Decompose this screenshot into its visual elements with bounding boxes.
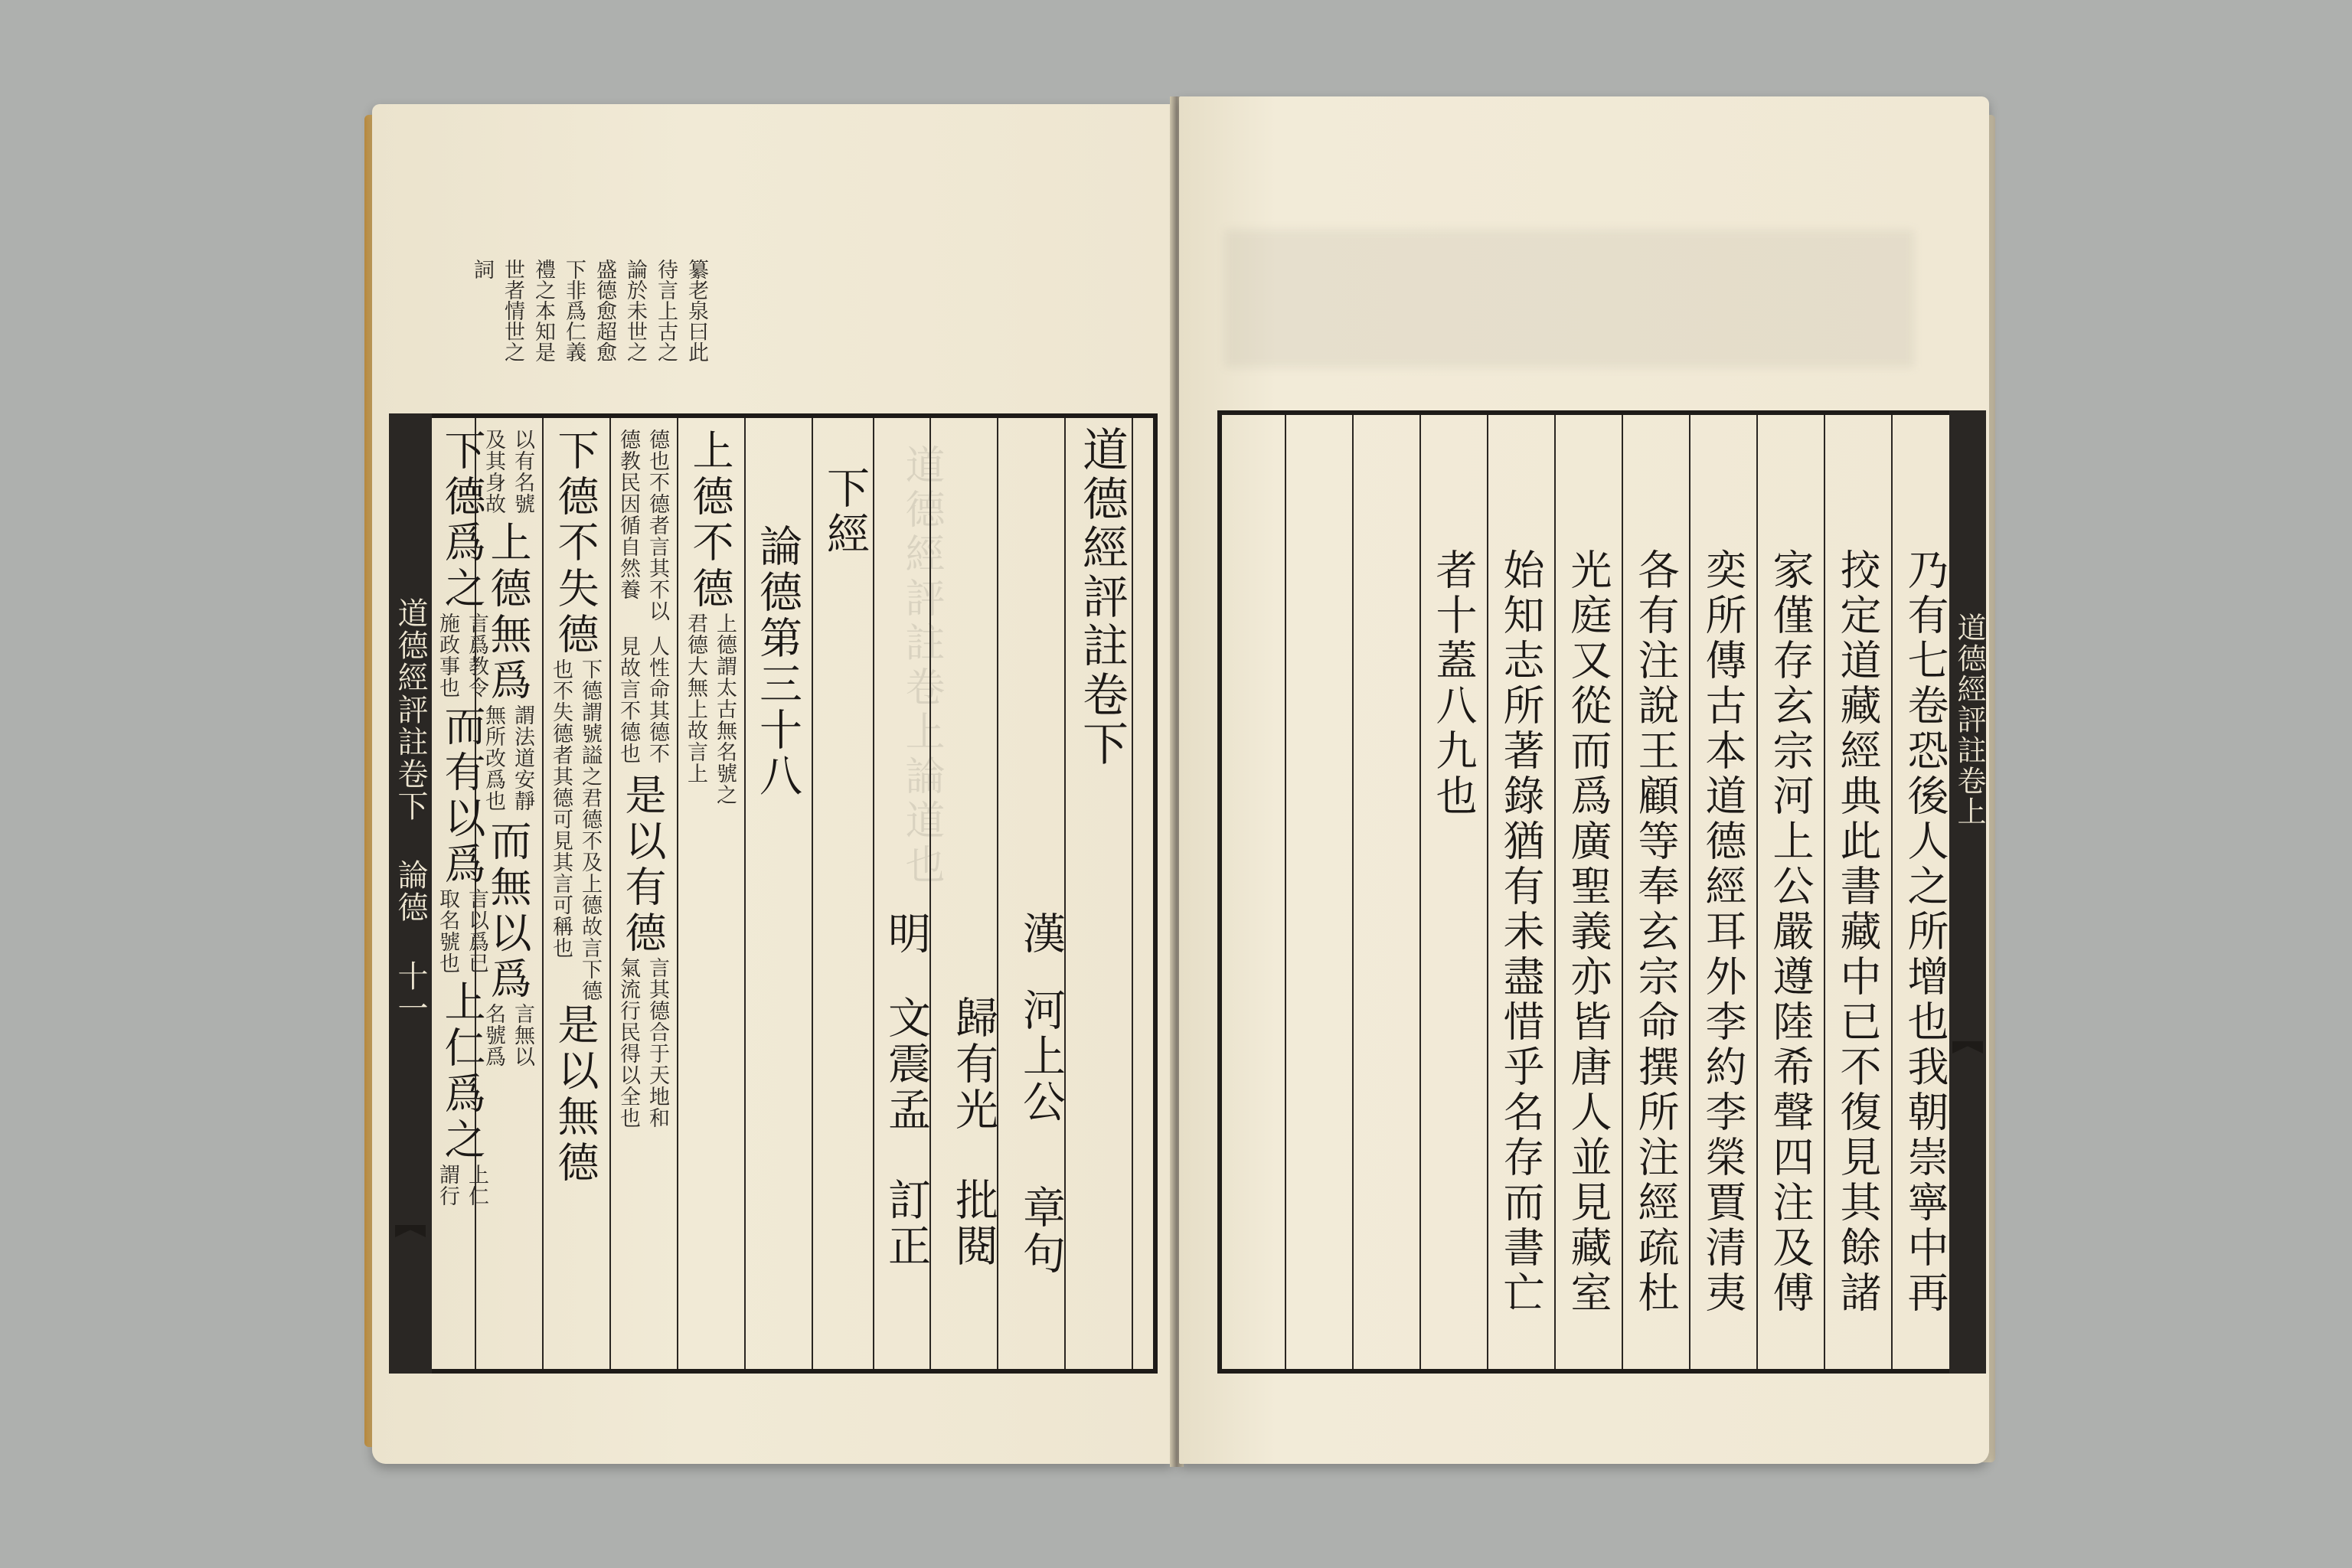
text-column: [542, 429, 608, 1363]
commentary-small: 上仁謂行: [436, 1164, 488, 1207]
commentary-small: 謂法道安靜無所改爲也: [482, 704, 534, 812]
right-text-column: 始知志所著錄猶有未盡惜乎名存而書亡: [1497, 548, 1545, 1316]
main-text-large: 是以無德: [551, 1003, 599, 1187]
commentary-small: 言爲教令施政事也: [436, 612, 488, 698]
commentary-small: 上德謂太古無名號之君德大無上故言上: [684, 612, 737, 805]
right-text-column: 各有注說王顧等奉玄宗命撰所注經疏杜: [1632, 548, 1680, 1316]
book-spread: 纂老泉曰此 待言上古之 論於未世之 盛德愈超愈 下非爲仁義 禮之本知是 世者情世之 詞 道德經評註卷上論道也 道德經評註卷下 漢 河上公 章句 歸有光 批閱 明 文震孟 訂正 下經 論德第三十八 上德不德 上德謂太古無名號之君德大無上故言上 德也不德者言其不以德教民因循自然養 人性命其德不見故言不德也 是以有德 言其德合于天地和氣流行民得以全也 下德不失德 下德謂號謚之君德不及上德故言下德也不失德者其德可見其言可稱也 是以無德 以有名號及其身故 上德無爲 謂法道安靜無所改爲也 而無以爲 言無以名號爲 下德爲之 言爲教令施政事也 而有以爲 言以爲已取名號也 上仁爲之 上仁謂行 道德經評註卷下 論德 十一 乃有七卷恐後人之所增也我朝崇寧中再 挍定道藏經典此書藏中已不復見其餘諸 家僅存玄宗河上公嚴遵陸希聲四注及傅 奕所傳古本道德經耳外李約李榮賈清夷 各有注說王顧等奉玄宗命撰所注經疏杜 光庭又從而爲廣聖義亦皆唐人並見藏室 始知志所著錄猶有未盡惜乎名存而書亡 者十蓋八九也 道德經評註卷上: [0, 0, 2352, 1568]
right-text-column: 光庭又從而爲廣聖義亦皆唐人並見藏室: [1564, 548, 1612, 1316]
text-column: [677, 429, 743, 1363]
upper-note-column: 禮之本知是: [531, 259, 555, 362]
credit-role: 批閱: [949, 1178, 998, 1269]
text-column: [609, 429, 675, 1363]
commentary-small: 人性命其德不見故言不德也: [616, 635, 669, 764]
upper-note-column: 世者情世之: [501, 259, 524, 362]
main-text-large: 上德無爲: [484, 521, 532, 704]
commentary-small: 德也不德者言其不以德教民因循自然養: [616, 429, 669, 622]
main-text-large: 下德爲之: [438, 429, 486, 612]
section-heading: 下經: [820, 466, 870, 557]
text-column: [429, 429, 495, 1363]
main-text-large: 而有以爲: [438, 704, 486, 888]
credit-name: 歸有光: [949, 995, 998, 1133]
right-text-column: 乃有七卷恐後人之所增也我朝崇寧中再: [1901, 548, 1949, 1316]
credit-role: 訂正: [881, 1178, 931, 1269]
upper-note-column: 下非爲仁義: [562, 259, 586, 362]
right-text-column: 者十蓋八九也: [1429, 548, 1478, 819]
volume-title: 道德經評註卷下: [1075, 426, 1129, 769]
right-margin-strip: 道德經評註卷上: [1952, 612, 1986, 827]
main-text-large: 上仁爲之: [438, 980, 486, 1164]
credit-name: 文震孟: [881, 995, 931, 1133]
commentary-small: 言其德合于天地和氣流行民得以全也: [616, 957, 669, 1129]
upper-note-column: 詞: [470, 259, 494, 279]
credit-name: 河上公: [1016, 988, 1066, 1125]
upper-note-column: 纂老泉曰此: [684, 259, 708, 362]
right-text-column: 家僅存玄宗河上公嚴遵陸希聲四注及傅: [1766, 548, 1815, 1316]
commentary-small: 言以爲已取名號也: [436, 888, 488, 974]
credit-role: 章句: [1016, 1185, 1066, 1277]
upper-commentary: [467, 259, 743, 412]
credit-era: 明: [881, 911, 931, 957]
commentary-small: 下德謂號謚之君德不及上德故言下德也不失德者其德可見其言可稱也: [549, 658, 602, 1001]
upper-note-column: 待言上古之: [654, 259, 678, 362]
credit-era: 漢: [1016, 911, 1066, 957]
main-text-large: 而無以爲: [484, 819, 532, 1003]
commentary-small: 言無以名號爲: [482, 1003, 534, 1067]
main-text-large: 下德不失德: [551, 429, 599, 658]
right-text-column: 挍定道藏經典此書藏中已不復見其餘諸: [1834, 548, 1882, 1316]
upper-note-column: 盛德愈超愈: [593, 259, 616, 362]
left-margin-strip: 道德經評註卷下 論德 十一: [393, 597, 428, 1024]
main-text-large: 是以有德: [619, 773, 667, 957]
upper-note-column: 論於未世之: [623, 259, 647, 362]
main-text-large: 上德不德: [686, 429, 734, 612]
commentary-small: 以有名號及其身故: [482, 429, 534, 514]
chapter-heading: 論德第三十八: [753, 524, 802, 799]
right-text-column: 奕所傳古本道德經耳外李約李榮賈清夷: [1699, 548, 1747, 1316]
